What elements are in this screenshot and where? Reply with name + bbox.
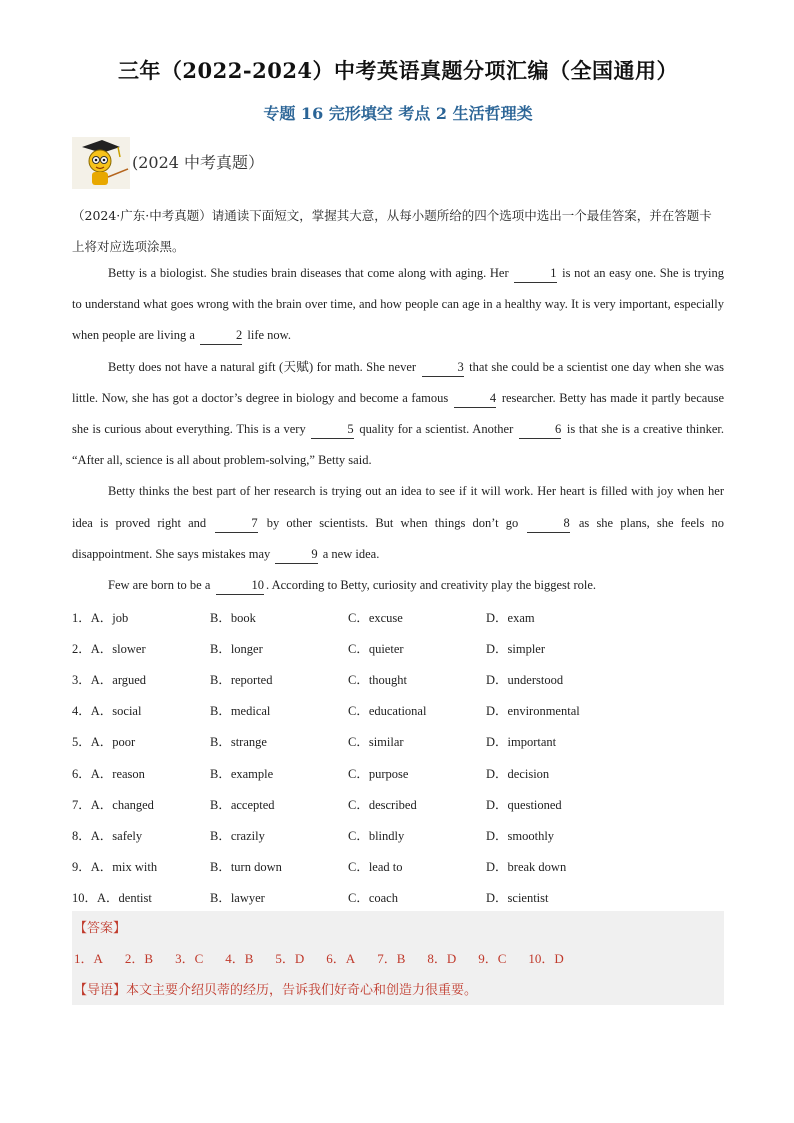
cloze-passage	[72, 258, 724, 601]
option-c: C．quieter	[348, 641, 404, 656]
blank-4: 4	[454, 389, 496, 408]
scholar-cartoon-icon	[72, 137, 130, 189]
option-c: C．educational	[348, 704, 427, 719]
blank-5: 5	[311, 420, 353, 439]
answer-key: 1．A	[74, 951, 103, 966]
question-row	[72, 882, 724, 913]
option-b: B．longer	[210, 641, 263, 656]
option-a: 6．A．reason	[72, 766, 145, 781]
answer-key: 8．D	[427, 951, 457, 966]
answer-key: 5．D	[275, 951, 305, 966]
option-d: D．understood	[486, 672, 564, 687]
question-row	[72, 788, 724, 819]
question-row	[72, 726, 724, 757]
option-c: C．similar	[348, 735, 404, 750]
answer-section	[72, 911, 724, 1005]
option-c: C．purpose	[348, 766, 409, 781]
option-d: D．break down	[486, 860, 567, 875]
option-a: 8．A．safely	[72, 828, 143, 843]
option-c: C．excuse	[348, 610, 403, 625]
blank-6: 6	[519, 420, 561, 439]
option-d: D．simpler	[486, 641, 546, 656]
option-a: 5．A．poor	[72, 735, 136, 750]
paragraph-2: Betty does not have a natural gift (天赋) for math. She never 3 that she could be a scientist one day when she was little. Now, she has got a doctor’s degree in biology and become a famous 4 researcher. Betty has made it partly because she is curious about everything. This is a very 5 quality for a scientist. Another 6 is that she is a creative thinker. “After all, science is all about problem-solving,” Betty said.	[72, 359, 725, 468]
answer-key: 4．B	[225, 951, 254, 966]
blank-7: 7	[215, 514, 257, 533]
answer-heading	[72, 911, 724, 942]
answer-key: 9．C	[478, 951, 507, 966]
option-d: D．exam	[486, 610, 535, 625]
paragraph-1: Betty is a biologist. She studies brain diseases that come along with aging. Her 1 is not an easy one. She is trying to understand what goes wrong with the brain over time, and how people can age in a healthy way. It is very important, especially when people are living a 2 life now.	[72, 258, 724, 352]
question-row	[72, 601, 724, 632]
answer-options	[72, 601, 724, 913]
question-row	[72, 632, 724, 663]
option-a: 4．A．social	[72, 704, 142, 719]
option-a: 3．A．argued	[72, 672, 147, 687]
blank-9: 9	[275, 545, 317, 564]
answer-key: 6．A	[326, 951, 356, 966]
option-d: D．scientist	[486, 891, 549, 906]
answer-label: 【答案】	[74, 921, 127, 936]
option-b: B．example	[210, 766, 274, 781]
option-b: B．turn down	[210, 860, 282, 875]
paragraph-4: Few are born to be a 10 . According to Betty, curiosity and creativity play the biggest role.	[72, 570, 724, 601]
option-d: D．decision	[486, 766, 550, 781]
blank-2: 2	[200, 326, 242, 345]
page-title: 三年（2022-2024）中考英语真题分项汇编（全国通用）	[117, 58, 679, 83]
option-b: B．accepted	[210, 797, 275, 812]
option-c: C．coach	[348, 891, 398, 906]
option-c: C．thought	[348, 672, 408, 687]
answer-keys	[72, 942, 724, 973]
blank-10: 10	[216, 576, 265, 595]
option-a: 1．A．job	[72, 610, 129, 625]
option-d: D．environmental	[486, 704, 580, 719]
blank-8: 8	[527, 514, 569, 533]
option-b: B．book	[210, 610, 256, 625]
question-row	[72, 851, 724, 882]
answer-key: 7．B	[377, 951, 406, 966]
answer-key: 2．B	[124, 951, 154, 966]
question-row	[72, 819, 724, 850]
option-b: B．crazily	[210, 828, 265, 843]
option-c: C．blindly	[348, 828, 405, 843]
paragraph-3: Betty thinks the best part of her research is trying out an idea to see if it will work. Her heart is filled with joy when her idea is proved right and 7 by other scientists. But when things don’t go 8 as she plans, she feels no disappointment. She says mistakes may 9 a new idea.	[72, 476, 724, 570]
option-a: 9．A．mix with	[72, 860, 158, 875]
blank-3: 3	[422, 358, 464, 377]
question-row	[72, 757, 724, 788]
option-b: B．lawyer	[210, 891, 265, 906]
option-a: 10．A．dentist	[72, 891, 152, 906]
option-d: D．important	[486, 735, 557, 750]
option-b: B．strange	[210, 735, 267, 750]
question-row	[72, 695, 724, 726]
option-b: B．reported	[210, 672, 273, 687]
answer-key: 10．D	[528, 951, 564, 966]
option-d: D．smoothly	[486, 828, 555, 843]
answer-key: 3．C	[175, 951, 204, 966]
option-c: C．described	[348, 797, 417, 812]
option-a: 7．A．changed	[72, 797, 154, 812]
guide-label: 【导语】	[74, 983, 127, 998]
option-d: D．questioned	[486, 797, 562, 812]
question-instructions: （2024·广东·中考真题）请通读下面短文，掌握其大意，从每小题所给的四个选项中选出一个最佳答案，并在答题卡上将对应选项涂黑。	[72, 208, 712, 254]
guide-line	[72, 973, 724, 1004]
option-a: 2．A．slower	[72, 641, 146, 656]
section-label: (2024 中考真题）	[132, 153, 265, 172]
page-subtitle: 专题 16 完形填空 考点 2 生活哲理类	[263, 104, 533, 123]
blank-1: 1	[514, 264, 556, 283]
guide-text: 本文主要介绍贝蒂的经历，告诉我们好奇心和创造力很重要。	[126, 983, 478, 998]
option-b: B．medical	[210, 704, 271, 719]
option-c: C．lead to	[348, 860, 403, 875]
question-row	[72, 663, 724, 694]
